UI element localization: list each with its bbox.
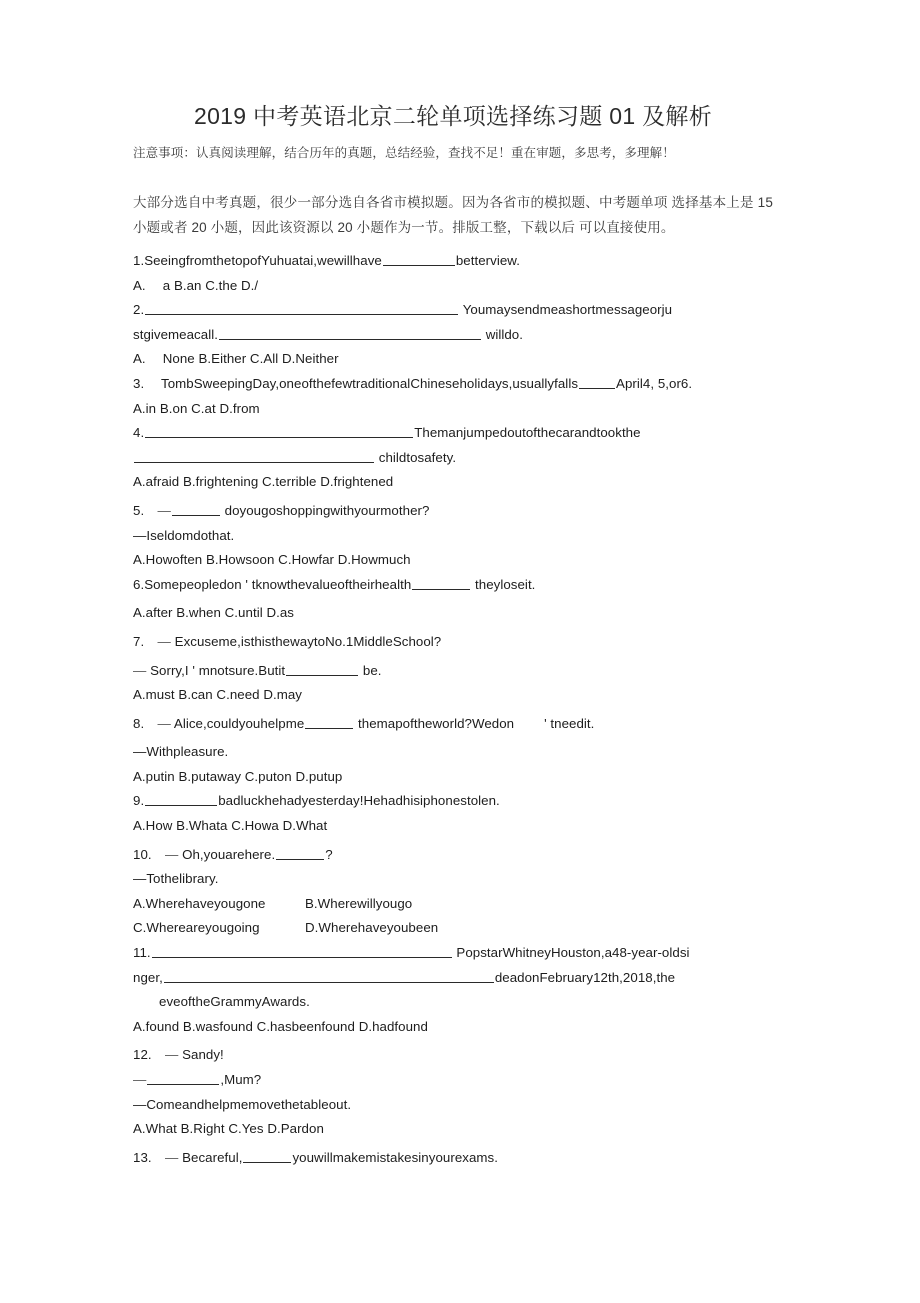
question-1-stem bbox=[133, 249, 773, 274]
question-9-stem bbox=[133, 789, 773, 814]
em-dash: — bbox=[157, 715, 171, 731]
q2-line2-after: willdo. bbox=[481, 326, 523, 342]
question-4-stem-line1 bbox=[133, 421, 773, 446]
blank-field bbox=[152, 944, 452, 958]
q6-stem-before: 6.Somepeopledon ' tknowthevalueoftheirhealth bbox=[133, 576, 412, 592]
q10-number: 10. bbox=[133, 846, 165, 862]
question-4-stem-line2 bbox=[133, 446, 773, 471]
question-11-options: A.found B.wasfound C.hasbeenfound D.hadfound bbox=[133, 1018, 428, 1034]
q10-option-a: A.Wherehaveyougone bbox=[133, 895, 266, 911]
blank-field bbox=[305, 715, 353, 729]
blank-field bbox=[383, 252, 455, 266]
question-12-stem-line2 bbox=[133, 1068, 773, 1093]
blank-field bbox=[134, 449, 374, 463]
q11-number: 11. bbox=[133, 945, 151, 961]
question-12-stem-line3: —Comeandhelpmemovethetableout. bbox=[133, 1096, 352, 1112]
em-dash: — bbox=[157, 502, 171, 518]
q10-option-d: D.Wherehaveyoubeen bbox=[305, 920, 439, 936]
blank-field bbox=[147, 1071, 219, 1085]
question-3-options: A.in B.on C.at D.from bbox=[133, 400, 260, 416]
em-dash: — bbox=[164, 1149, 179, 1165]
question-8-stem-line1 bbox=[133, 712, 773, 737]
q7-line1-after: Excuseme,isthisthewaytoNo.1MiddleSchool? bbox=[170, 633, 442, 649]
q10-option-c: C.Whereareyougoing bbox=[133, 920, 260, 936]
q3-stem-after: April4, 5,or6. bbox=[616, 375, 693, 391]
q1-stem-after: betterview. bbox=[455, 253, 520, 268]
question-12-stem-line1 bbox=[133, 1043, 773, 1068]
blank-field bbox=[286, 662, 358, 676]
question-2-stem-line2 bbox=[133, 323, 773, 348]
blank-field bbox=[145, 301, 458, 315]
q1-stem-before: 1.SeeingfromthetopofYuhuatai,wewillhave bbox=[133, 253, 382, 268]
blank-field bbox=[145, 424, 413, 438]
q7-line2-before: Sorry,I ' mnotsure.Butit bbox=[146, 662, 286, 678]
question-6-stem bbox=[133, 573, 773, 598]
question-2-stem-line1 bbox=[133, 298, 773, 323]
q11-line2-prefix: nger, bbox=[133, 969, 163, 985]
q7-line2-after: be. bbox=[359, 662, 382, 678]
q3-stem-before: 3. TombSweepingDay,oneofthefewtraditionalChineseholidays,usuallyfalls bbox=[133, 375, 579, 391]
blank-field bbox=[164, 969, 494, 983]
question-2-options: A. None B.Either C.All D.Neither bbox=[133, 351, 339, 367]
document-subtitle: 注意事项：认真阅读理解，结合历年的真题，总结经验，查找不足！重在审题，多思考，多理解！ bbox=[133, 146, 675, 160]
q11-line2-after: deadonFebruary12th,2018,the bbox=[494, 969, 676, 985]
q12-number: 12. bbox=[133, 1047, 165, 1063]
question-4-options: A.afraid B.frightening C.terrible D.frightened bbox=[133, 474, 394, 490]
em-dash: — bbox=[133, 662, 147, 678]
q6-stem-after: theyloseit. bbox=[471, 576, 536, 592]
q5-number: 5. bbox=[133, 502, 158, 518]
question-10-stem-line1 bbox=[133, 843, 773, 868]
q8-number: 8. bbox=[133, 715, 158, 731]
q11-line1-after: PopstarWhitneyHouston,a48-year-oldsi bbox=[452, 945, 690, 961]
em-dash: — bbox=[157, 633, 171, 649]
q2-line2-prefix: stgivemeacall. bbox=[133, 326, 218, 342]
q4-line2-after: childtosafety. bbox=[375, 449, 457, 465]
question-9-options: A.How B.Whata C.Howa D.What bbox=[133, 818, 328, 834]
q4-number: 4. bbox=[133, 425, 145, 441]
question-8-stem-line2: —Withpleasure. bbox=[133, 744, 229, 760]
q10-line1-after: ? bbox=[325, 846, 333, 862]
q10-option-b: B.Wherewillyougo bbox=[305, 895, 413, 911]
page-title: 2019 中考英语北京二轮单项选择练习题 01 及解析 bbox=[193, 103, 713, 129]
question-11-stem-line2 bbox=[133, 966, 773, 991]
question-5-stem-line1 bbox=[133, 499, 773, 524]
question-13-stem-line1 bbox=[133, 1146, 773, 1171]
q2-number: 2. bbox=[133, 302, 145, 318]
q12-line1-after: Sandy! bbox=[178, 1047, 224, 1063]
blank-field bbox=[172, 502, 220, 516]
questions-body bbox=[133, 240, 773, 1170]
q13-line1-before: Becareful, bbox=[178, 1149, 243, 1165]
question-6-options: A.after B.when C.until D.as bbox=[133, 605, 294, 621]
question-3-stem bbox=[133, 372, 773, 397]
question-12-options: A.What B.Right C.Yes D.Pardon bbox=[133, 1121, 324, 1137]
question-5-options: A.Howoften B.Howsoon C.Howfar D.Howmuch bbox=[133, 552, 411, 568]
q13-number: 13. bbox=[133, 1149, 165, 1165]
q12-line2-after: ,Mum? bbox=[220, 1072, 262, 1087]
em-dash: — bbox=[133, 1072, 147, 1087]
q8-line1-after: themapoftheworld?Wedon ' tneedit. bbox=[354, 715, 595, 731]
blank-field bbox=[276, 846, 324, 860]
q8-line1-before: Alice,couldyouhelpme bbox=[170, 715, 305, 731]
q2-line1-after: Youmaysendmeashortmessageorju bbox=[459, 302, 673, 318]
q7-number: 7. bbox=[133, 633, 158, 649]
blank-field bbox=[219, 326, 481, 340]
q5-line1-after: doyougoshoppingwithyourmother? bbox=[220, 502, 430, 518]
question-7-stem-line2 bbox=[133, 659, 773, 684]
q9-number: 9. bbox=[133, 793, 145, 809]
blank-field bbox=[579, 375, 615, 389]
question-11-stem-line1 bbox=[133, 941, 773, 966]
question-7-options: A.must B.can C.need D.may bbox=[133, 687, 303, 703]
intro-paragraph: 大部分选自中考真题，很少一部分选自各省市模拟题。因为各省市的模拟题、中考题单项 选择基本上是 15 小题或者 20 小题，因此该资源以 20 小题作为一节。排版工整，下载以后 可以直接使用。 bbox=[133, 195, 773, 235]
em-dash: — bbox=[164, 1047, 179, 1063]
q9-stem-after: badluckhehadyesterday!Hehadhisiphonestolen. bbox=[218, 793, 500, 809]
question-10-stem-line2: —Tothelibrary. bbox=[133, 871, 219, 887]
question-10-options-row-1 bbox=[133, 892, 773, 917]
q4-line1-after: Themanjumpedoutofthecarandtookthe bbox=[414, 425, 641, 441]
blank-field bbox=[145, 792, 217, 806]
blank-field bbox=[243, 1149, 291, 1163]
question-11-stem-line3: eveoftheGrammyAwards. bbox=[159, 994, 310, 1010]
question-10-options-row-2 bbox=[133, 916, 773, 941]
document-content bbox=[133, 0, 773, 1170]
question-5-stem-line2: —Iseldomdothat. bbox=[133, 527, 235, 543]
question-8-options: A.putin B.putaway C.puton D.putup bbox=[133, 768, 343, 784]
q13-line1-after: youwillmakemistakesinyourexams. bbox=[292, 1149, 498, 1165]
blank-field bbox=[412, 576, 470, 590]
q10-line1-before: Oh,youarehere. bbox=[178, 846, 276, 862]
em-dash: — bbox=[164, 846, 179, 862]
question-7-stem-line1 bbox=[133, 630, 773, 655]
question-1-options: A. a B.an C.the D./ bbox=[133, 277, 259, 293]
